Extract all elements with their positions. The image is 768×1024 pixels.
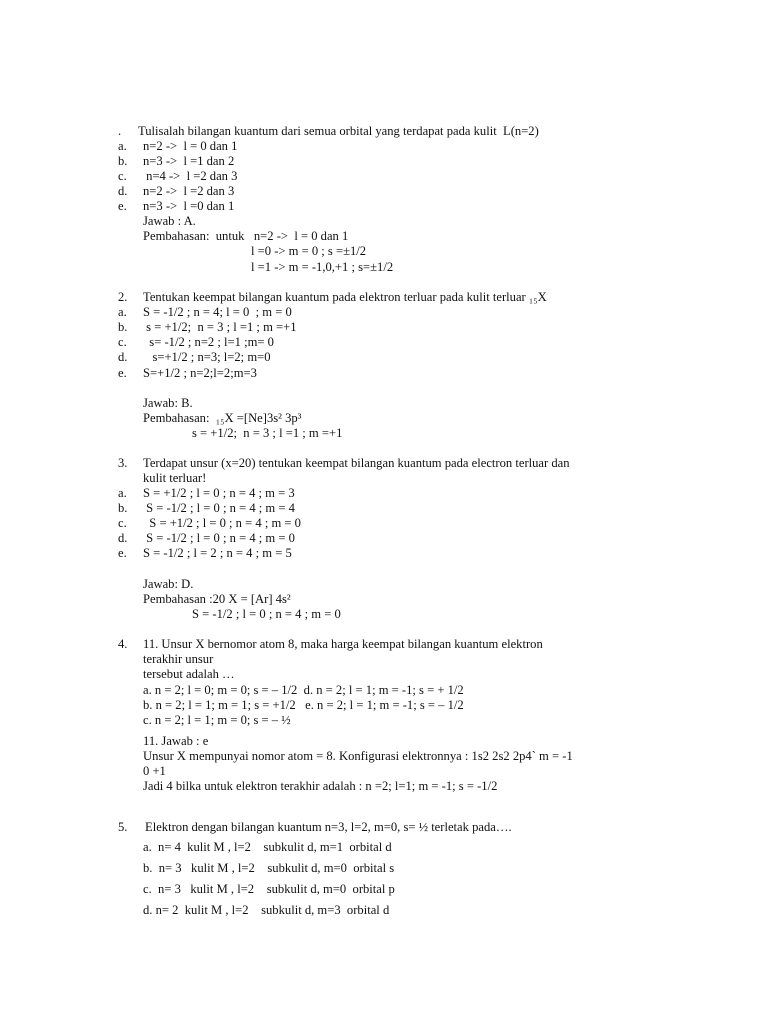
option-line: d. n= 2 kulit M , l=2 subkulit d, m=3 orbital d (143, 903, 390, 917)
answer-line: Jawab: B. (143, 396, 193, 410)
question-number: 2. (118, 290, 128, 304)
explanation-line: 0 +1 (143, 764, 166, 778)
question-text-continued: tersebut adalah … (143, 667, 235, 681)
explanation-line: Jadi 4 bilka untuk elektron terakhir adalah : n =2; l=1; m = -1; s = -1/2 (143, 779, 498, 793)
explanation-line: Unsur X mempunyai nomor atom = 8. Konfigurasi elektronnya : 1s2 2s2 2p4` m = -1 (143, 749, 573, 763)
option-text: S = -1/2 ; n = 4; l = 0 ; m = 0 (143, 305, 292, 319)
option-text: n=4 -> l =2 dan 3 (143, 169, 238, 183)
answer-line: Jawab : A. (143, 214, 196, 228)
option-letter: a. (118, 486, 127, 500)
option-text: s = +1/2; n = 3 ; l =1 ; m =+1 (143, 320, 297, 334)
option-letter: b. (118, 320, 128, 334)
option-letter: a. (118, 305, 127, 319)
question-number: 3. (118, 456, 128, 470)
option-text: S = -1/2 ; l = 2 ; n = 4 ; m = 5 (143, 546, 292, 560)
explanation-line: Pembahasan: untuk n=2 -> l = 0 dan 1 (143, 229, 349, 243)
option-text: S = -1/2 ; l = 0 ; n = 4 ; m = 0 (143, 531, 295, 545)
option-text: S=+1/2 ; n=2;l=2;m=3 (143, 366, 257, 380)
option-letter: b. (118, 501, 128, 515)
option-letter: d. (118, 531, 128, 545)
option-text: n=2 -> l =2 dan 3 (143, 184, 235, 198)
question-text-continued: terakhir unsur (143, 652, 214, 666)
option-line: c. n= 3 kulit M , l=2 subkulit d, m=0 orbital p (143, 882, 395, 896)
option-text: n=2 -> l = 0 dan 1 (143, 139, 238, 153)
explanation-line: s = +1/2; n = 3 ; l =1 ; m =+1 (192, 426, 343, 440)
option-text: S = +1/2 ; l = 0 ; n = 4 ; m = 0 (143, 516, 301, 530)
option-letter: a. (118, 139, 127, 153)
option-text: n=3 -> l =0 dan 1 (143, 199, 235, 213)
option-line: b. n= 3 kulit M , l=2 subkulit d, m=0 orbital s (143, 861, 395, 875)
option-letter: e. (118, 366, 127, 380)
question-number: 4. (118, 637, 128, 651)
option-letter: d. (118, 184, 128, 198)
option-letter: e. (118, 546, 127, 560)
option-text: n=3 -> l =1 dan 2 (143, 154, 235, 168)
option-text: S = -1/2 ; l = 0 ; n = 4 ; m = 4 (143, 501, 295, 515)
option-letter: d. (118, 350, 128, 364)
option-letter: c. (118, 516, 127, 530)
option-text: s=+1/2 ; n=3; l=2; m=0 (143, 350, 271, 364)
question-text: Tentukan keempat bilangan kuantum pada elektron terluar pada kulit terluar ₁₅X (143, 290, 547, 304)
question-number: . (118, 124, 122, 138)
answer-line: Jawab: D. (143, 577, 194, 591)
option-letter: c. (118, 169, 127, 183)
option-line: a. n= 4 kulit M , l=2 subkulit d, m=1 orbital d (143, 840, 392, 854)
explanation-line: l =1 -> m = -1,0,+1 ; s=±1/2 (251, 260, 394, 274)
option-line: c. n = 2; l = 1; m = 0; s = – ½ (143, 713, 291, 727)
question-text: Tulisalah bilangan kuantum dari semua orbital yang terdapat pada kulit L(n=2) (138, 124, 539, 138)
explanation-line: Pembahasan: ₁₅X =[Ne]3s² 3p³ (143, 411, 302, 425)
question-text: Terdapat unsur (x=20) tentukan keempat bilangan kuantum pada electron terluar dan (143, 456, 570, 470)
question-text-continued: kulit terluar! (143, 471, 207, 485)
explanation-line: l =0 -> m = 0 ; s =±1/2 (251, 244, 367, 258)
explanation-line: S = -1/2 ; l = 0 ; n = 4 ; m = 0 (192, 607, 341, 621)
option-letter: e. (118, 199, 127, 213)
question-text: 11. Unsur X bernomor atom 8, maka harga keempat bilangan kuantum elektron (143, 637, 543, 651)
option-letter: c. (118, 335, 127, 349)
option-line: a. n = 2; l = 0; m = 0; s = – 1/2 d. n = 2; l = 1; m = -1; s = + 1/2 (143, 683, 464, 697)
option-letter: b. (118, 154, 128, 168)
answer-line: 11. Jawab : e (143, 734, 209, 748)
option-text: S = +1/2 ; l = 0 ; n = 4 ; m = 3 (143, 486, 295, 500)
question-text: Elektron dengan bilangan kuantum n=3, l=2, m=0, s= ½ terletak pada…. (145, 820, 512, 834)
option-line: b. n = 2; l = 1; m = 1; s = +1/2 e. n = 2; l = 1; m = -1; s = – 1/2 (143, 698, 464, 712)
question-number: 5. (118, 820, 128, 834)
explanation-line: Pembahasan :20 X = [Ar] 4s² (143, 592, 291, 606)
option-text: s= -1/2 ; n=2 ; l=1 ;m= 0 (143, 335, 274, 349)
